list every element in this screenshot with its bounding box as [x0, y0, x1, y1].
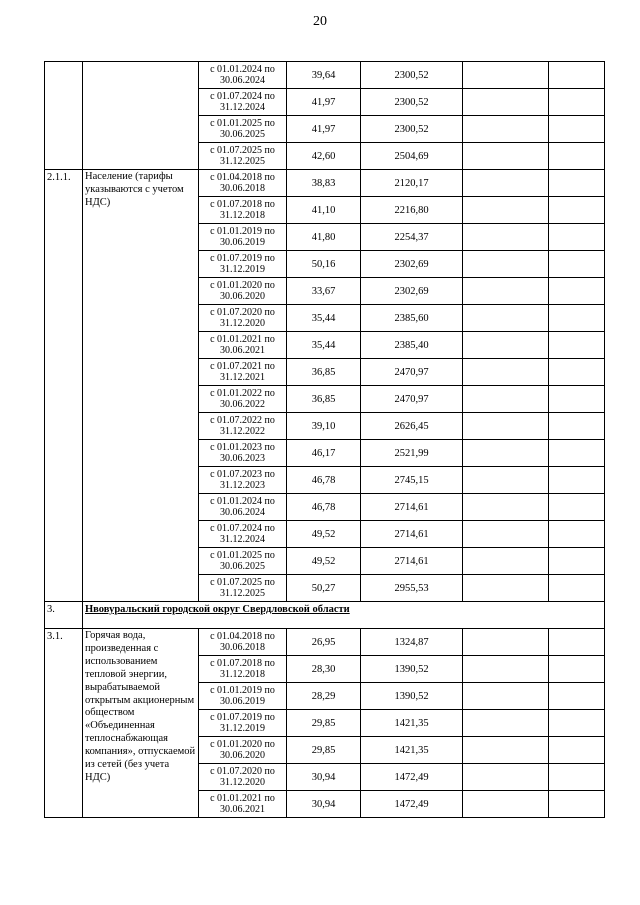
period-start: с 01.01.2025 по — [210, 117, 275, 129]
period-end: 30.06.2020 — [220, 291, 265, 302]
empty-cell — [549, 386, 605, 413]
period-end: 31.12.2025 — [220, 588, 265, 599]
period-end: 30.06.2022 — [220, 399, 265, 410]
value2-cell: 1390,52 — [361, 656, 463, 683]
empty-cell — [463, 764, 549, 791]
period-cell — [199, 143, 287, 170]
empty-cell — [549, 89, 605, 116]
empty-cell — [549, 278, 605, 305]
value2-cell: 2714,61 — [361, 521, 463, 548]
period-end: 31.12.2021 — [220, 372, 265, 383]
empty-cell — [463, 359, 549, 386]
empty-cell — [549, 494, 605, 521]
empty-cell — [463, 467, 549, 494]
period-end: 30.06.2018 — [220, 183, 265, 194]
period-end: 30.06.2020 — [220, 750, 265, 761]
value1-cell: 28,29 — [287, 683, 361, 710]
empty-cell — [463, 440, 549, 467]
period-cell — [199, 629, 287, 656]
period-end: 30.06.2023 — [220, 453, 265, 464]
value1-cell: 41,10 — [287, 197, 361, 224]
empty-cell — [549, 791, 605, 818]
value1-cell: 46,78 — [287, 467, 361, 494]
empty-cell — [463, 89, 549, 116]
period-cell — [199, 737, 287, 764]
section-title: Нвовуральский городской округ Свердловской области — [83, 602, 605, 629]
period-end: 31.12.2020 — [220, 777, 265, 788]
value2-cell: 2521,99 — [361, 440, 463, 467]
period-start: с 01.07.2021 по — [210, 360, 275, 372]
empty-cell — [549, 710, 605, 737]
period-start: с 01.04.2018 по — [210, 171, 275, 183]
empty-cell — [463, 683, 549, 710]
empty-cell — [549, 683, 605, 710]
period-cell — [199, 251, 287, 278]
empty-cell — [463, 737, 549, 764]
empty-cell — [463, 278, 549, 305]
period-start: с 01.01.2020 по — [210, 738, 275, 750]
value2-cell: 2216,80 — [361, 197, 463, 224]
empty-cell — [463, 305, 549, 332]
period-start: с 01.01.2021 по — [210, 333, 275, 345]
period-start: с 01.07.2024 по — [210, 90, 275, 102]
section-code: 3. — [45, 602, 83, 629]
empty-cell — [549, 143, 605, 170]
period-cell — [199, 359, 287, 386]
empty-cell — [549, 413, 605, 440]
value2-cell: 1324,87 — [361, 629, 463, 656]
empty-cell — [463, 521, 549, 548]
value2-cell: 2626,45 — [361, 413, 463, 440]
period-start: с 01.01.2023 по — [210, 441, 275, 453]
empty-cell — [463, 494, 549, 521]
value2-cell: 1472,49 — [361, 791, 463, 818]
period-cell — [199, 494, 287, 521]
value1-cell: 36,85 — [287, 386, 361, 413]
period-cell — [199, 791, 287, 818]
empty-cell — [549, 170, 605, 197]
period-cell — [199, 440, 287, 467]
period-end: 31.12.2019 — [220, 723, 265, 734]
period-end: 30.06.2024 — [220, 507, 265, 518]
value1-cell: 33,67 — [287, 278, 361, 305]
section-row — [45, 602, 605, 629]
row-code: 2.1.1. — [45, 170, 83, 602]
period-start: с 01.01.2024 по — [210, 495, 275, 507]
empty-cell — [463, 197, 549, 224]
empty-cell — [463, 413, 549, 440]
value1-cell: 36,85 — [287, 359, 361, 386]
period-end: 31.12.2024 — [220, 102, 265, 113]
period-end: 31.12.2020 — [220, 318, 265, 329]
value2-cell: 2254,37 — [361, 224, 463, 251]
value2-cell: 1421,35 — [361, 710, 463, 737]
period-cell — [199, 764, 287, 791]
row-name: Население (тарифы указываются с учетом НДС) — [83, 170, 199, 602]
tariff-table — [44, 61, 605, 818]
period-cell — [199, 467, 287, 494]
value1-cell: 29,85 — [287, 737, 361, 764]
period-start: с 01.01.2019 по — [210, 684, 275, 696]
period-cell — [199, 116, 287, 143]
period-cell — [199, 575, 287, 602]
empty-cell — [463, 791, 549, 818]
period-start: с 01.04.2018 по — [210, 630, 275, 642]
period-start: с 01.07.2020 по — [210, 765, 275, 777]
period-cell — [199, 548, 287, 575]
empty-cell — [463, 116, 549, 143]
table-body — [45, 62, 605, 818]
value1-cell: 30,94 — [287, 764, 361, 791]
value2-cell: 2302,69 — [361, 251, 463, 278]
empty-cell — [549, 359, 605, 386]
period-start: с 01.01.2020 по — [210, 279, 275, 291]
empty-cell — [463, 170, 549, 197]
period-end: 30.06.2024 — [220, 75, 265, 86]
value2-cell: 2504,69 — [361, 143, 463, 170]
empty-cell — [549, 521, 605, 548]
empty-cell — [463, 251, 549, 278]
period-start: с 01.07.2023 по — [210, 468, 275, 480]
empty-cell — [549, 629, 605, 656]
empty-cell — [549, 251, 605, 278]
period-cell — [199, 170, 287, 197]
period-end: 31.12.2018 — [220, 669, 265, 680]
period-cell — [199, 62, 287, 89]
value1-cell: 29,85 — [287, 710, 361, 737]
empty-cell — [463, 548, 549, 575]
empty-cell — [549, 440, 605, 467]
period-start: с 01.07.2019 по — [210, 711, 275, 723]
period-cell — [199, 413, 287, 440]
value2-cell: 2300,52 — [361, 89, 463, 116]
period-cell — [199, 683, 287, 710]
value1-cell: 39,64 — [287, 62, 361, 89]
period-start: с 01.07.2025 по — [210, 576, 275, 588]
table-row — [45, 170, 605, 197]
empty-cell — [463, 629, 549, 656]
value2-cell: 2120,17 — [361, 170, 463, 197]
period-end: 31.12.2018 — [220, 210, 265, 221]
period-start: с 01.07.2019 по — [210, 252, 275, 264]
period-cell — [199, 224, 287, 251]
empty-cell — [549, 575, 605, 602]
empty-cell — [549, 62, 605, 89]
row-name: Горячая вода, произведенная с использованием тепловой энергии, вырабатываемой открытым акционерным обществом «Объединенная теплоснабжающая компания», отпускаемой из сетей (без учета НДС) — [83, 629, 199, 818]
value1-cell: 49,52 — [287, 548, 361, 575]
empty-cell — [463, 143, 549, 170]
value2-cell: 2385,40 — [361, 332, 463, 359]
table-row — [45, 629, 605, 656]
value1-cell: 49,52 — [287, 521, 361, 548]
empty-cell — [549, 116, 605, 143]
empty-cell — [549, 764, 605, 791]
value1-cell: 30,94 — [287, 791, 361, 818]
value1-cell: 46,78 — [287, 494, 361, 521]
period-start: с 01.07.2018 по — [210, 198, 275, 210]
period-cell — [199, 521, 287, 548]
period-end: 31.12.2025 — [220, 156, 265, 167]
period-start: с 01.07.2025 по — [210, 144, 275, 156]
period-start: с 01.01.2024 по — [210, 63, 275, 75]
period-end: 31.12.2024 — [220, 534, 265, 545]
value2-cell: 2955,53 — [361, 575, 463, 602]
period-cell — [199, 710, 287, 737]
value1-cell: 41,80 — [287, 224, 361, 251]
empty-cell — [549, 548, 605, 575]
period-cell — [199, 305, 287, 332]
value1-cell: 42,60 — [287, 143, 361, 170]
empty-cell — [463, 575, 549, 602]
period-cell — [199, 386, 287, 413]
period-cell — [199, 656, 287, 683]
period-start: с 01.07.2020 по — [210, 306, 275, 318]
empty-cell — [549, 656, 605, 683]
empty-cell — [549, 224, 605, 251]
empty-cell — [549, 737, 605, 764]
value2-cell: 2470,97 — [361, 359, 463, 386]
value2-cell: 1390,52 — [361, 683, 463, 710]
value2-cell: 2714,61 — [361, 548, 463, 575]
period-end: 30.06.2019 — [220, 237, 265, 248]
value1-cell: 28,30 — [287, 656, 361, 683]
empty-cell — [463, 224, 549, 251]
value2-cell: 2302,69 — [361, 278, 463, 305]
period-start: с 01.01.2021 по — [210, 792, 275, 804]
value1-cell: 35,44 — [287, 332, 361, 359]
period-cell — [199, 332, 287, 359]
row-code: 3.1. — [45, 629, 83, 818]
period-start: с 01.07.2024 по — [210, 522, 275, 534]
period-end: 30.06.2021 — [220, 804, 265, 815]
row-name — [83, 62, 199, 170]
value2-cell: 2385,60 — [361, 305, 463, 332]
period-cell — [199, 89, 287, 116]
value1-cell: 41,97 — [287, 116, 361, 143]
value1-cell: 50,16 — [287, 251, 361, 278]
period-start: с 01.07.2018 по — [210, 657, 275, 669]
value2-cell: 2300,52 — [361, 116, 463, 143]
period-end: 30.06.2018 — [220, 642, 265, 653]
value1-cell: 50,27 — [287, 575, 361, 602]
period-start: с 01.01.2022 по — [210, 387, 275, 399]
period-cell — [199, 197, 287, 224]
empty-cell — [549, 305, 605, 332]
empty-cell — [463, 332, 549, 359]
period-end: 30.06.2025 — [220, 561, 265, 572]
value1-cell: 41,97 — [287, 89, 361, 116]
empty-cell — [549, 467, 605, 494]
value2-cell: 1421,35 — [361, 737, 463, 764]
empty-cell — [463, 656, 549, 683]
period-end: 30.06.2025 — [220, 129, 265, 140]
period-start: с 01.01.2025 по — [210, 549, 275, 561]
empty-cell — [549, 197, 605, 224]
value1-cell: 26,95 — [287, 629, 361, 656]
value2-cell: 2300,52 — [361, 62, 463, 89]
period-end: 31.12.2022 — [220, 426, 265, 437]
value1-cell: 38,83 — [287, 170, 361, 197]
page-number: 20 — [313, 14, 327, 29]
period-cell — [199, 278, 287, 305]
empty-cell — [549, 332, 605, 359]
empty-cell — [463, 62, 549, 89]
period-end: 30.06.2021 — [220, 345, 265, 356]
empty-cell — [463, 386, 549, 413]
table-row — [45, 62, 605, 89]
period-end: 30.06.2019 — [220, 696, 265, 707]
value2-cell: 2714,61 — [361, 494, 463, 521]
value1-cell: 39,10 — [287, 413, 361, 440]
row-code — [45, 62, 83, 170]
value1-cell: 46,17 — [287, 440, 361, 467]
period-end: 31.12.2023 — [220, 480, 265, 491]
value1-cell: 35,44 — [287, 305, 361, 332]
value2-cell: 2745,15 — [361, 467, 463, 494]
period-end: 31.12.2019 — [220, 264, 265, 275]
value2-cell: 1472,49 — [361, 764, 463, 791]
period-start: с 01.01.2019 по — [210, 225, 275, 237]
value2-cell: 2470,97 — [361, 386, 463, 413]
period-start: с 01.07.2022 по — [210, 414, 275, 426]
empty-cell — [463, 710, 549, 737]
